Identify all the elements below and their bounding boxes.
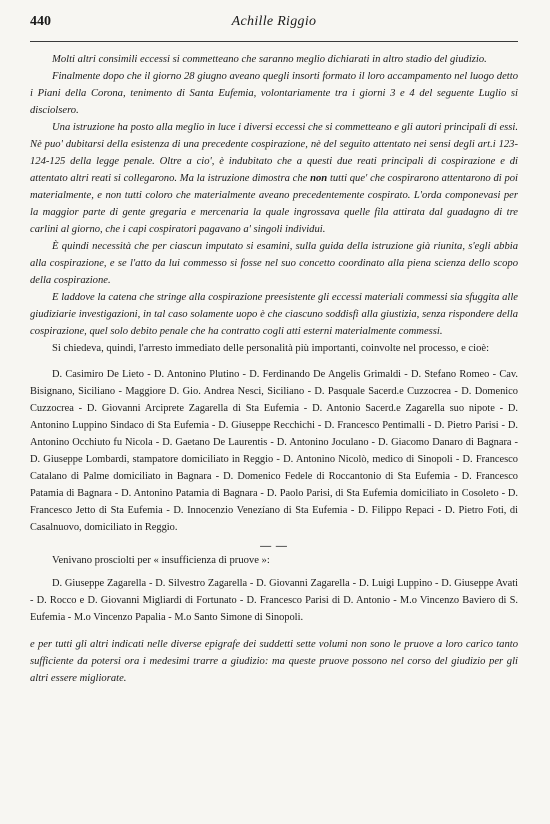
paragraph-3-part-a: Una istruzione ha posto alla meglio in luce i diversi eccessi che si commetteano e gli autori principali di essi. Nè puo' dubitarsi della esistenza di una precedente cospirazione, nè del seguito attentato nei sensi degli art.i 123-124-125 della legge penale. Oltre a cio', è indubitato che a questi due reati principali di cospirazione e di attentato altri reati si collegarono. Ma la istruzione dimostra che: [30, 122, 518, 184]
paragraph-4: È quindi necessità che per ciascun imputato si esamini, sulla guida della istruzione già riunita, s'egli abbia alla cospirazione, e se l'atto da lui commesso si fosse nel suo concetto coordinato alla piena scienza dello scopo della cospirazione.: [30, 241, 518, 286]
page-header: [30, 14, 518, 36]
paragraph-5: E laddove la catena che stringe alla cospirazione preesistente gli eccessi materiali commessi sia sfuggita alle giudiziarie investigazioni, in tal caso solamente uopo è che ciascuno soddisfi alla giustizia, senza rispondere della cospirazione, quel solo debito penale che ha contratto cogli atti esterni materialmente commessi.: [30, 292, 518, 337]
paragraph-3: [30, 119, 518, 238]
paragraph-2: Finalmente dopo che il giorno 28 giugno aveano quegli insorti formato il loro accampamento nel luogo detto i Piani della Corona, tenimento di Santa Eufemia, volontariamente tra i giorni 3 e 4 del seguente Luglio si disciolsero.: [30, 71, 518, 116]
prosciolti-names: D. Giuseppe Zagarella - D. Silvestro Zagarella - D. Giovanni Zagarella - D. Luigi Luppino - D. Giuseppe Avati - D. Rocco e D. Giovanni Migliardi di Fortunato - D. Francesco Parisi di D. Antonio - M.o Vincenzo Baviero di S. Eufemia - M.o Vincenzo Papalia - M.o Santo Simone di Sinopoli.: [30, 578, 518, 623]
header-rule: [30, 41, 518, 42]
paragraph-6: Si chiedeva, quindi, l'arresto immediato delle personalità più importanti, coinvolte nel processo, e cioè:: [52, 343, 490, 354]
body-text: [30, 51, 518, 357]
paragraph-3-part-c: tutti que' che cospirarono attentarono di poi materialmente, e non tutti coloro che materialmente aveano precedentemente cospirato. L'orda componevasi per la maggior parte di gente gregaria e mercenaria la quale ingrossava quelle fila attirata dal guadagno di tre carlini al giorno, che i capi cospiratori pagavano a' singoli individui.: [30, 173, 519, 235]
prosciolti-list: [30, 575, 518, 626]
running-head: Achille Riggio: [231, 14, 317, 29]
page-number: 440: [30, 14, 51, 29]
paragraph-1: Molti altri consimili eccessi si commetteano che saranno meglio dichiarati in altro stadio del giudizio.: [52, 54, 487, 65]
prosciolti-heading: Venivano prosciolti per « insufficienza di pruove »:: [52, 555, 270, 566]
closing-section: [30, 636, 518, 687]
paragraph-3-emphasis: non: [310, 173, 328, 184]
arrest-list: [30, 366, 518, 536]
section-separator: — —: [260, 540, 288, 552]
arrest-names: D. Casimiro De Lieto - D. Antonino Plutino - D. Ferdinando De Angelis Grimaldi - D. Stefano Romeo - Cav. Bisignano, Siciliano - Maggiore D. Gio. Andrea Nesci, Siciliano - D. Pasquale Sacerd.e Cuzzocrea - D. Domenico Cuzzocrea - D. Giovanni Arciprete Zagarella di Sta Eufemia - D. Antonio Sacerd.e Zagarella suo nipote - D. Antonino Luppino Sindaco di Sta Eufemia - D. Giuseppe Recchichi - D. Francesco Pentimalli - D. Pietro Parisi - D. Antonino Occhiuto fu Nicola - D. Gaetano De Laurentis - D. Antonino Joculano - D. Giacomo Danaro di Bagnara - D. Giuseppe Lombardi, stampatore domiciliato in Reggio - D. Antonino Nicolò, medico di Sinopoli - D. Francesco Catalano di Palme domiciliato in Bagnara - D. Domenico Fedele di Roccantonio di Sta Eufemia - D. Francesco Patamia di Bagnara - D. Antonino Patamia di Bagnara - D. Paolo Parisi, di Sta Eufemia domiciliato in Cosoleto - D. Francesco Jetto di Sta Eufemia - D. Innocenzio Venezíano di Sta Eufemia - D. Filippo Repaci - D. Pietro Foti, di Casalnuovo, domiciliato in Reggio.: [30, 369, 518, 533]
closing-paragraph: e per tutti gli altri indicati nelle diverse epigrafe dei suddetti sette volumi non sono le pruove a loro carico tanto sufficiente da potersi ora i medesimi trarre a giudizio: ma queste pruove possono nel corso del giudizio per gli altri essere migliorate.: [30, 639, 518, 684]
